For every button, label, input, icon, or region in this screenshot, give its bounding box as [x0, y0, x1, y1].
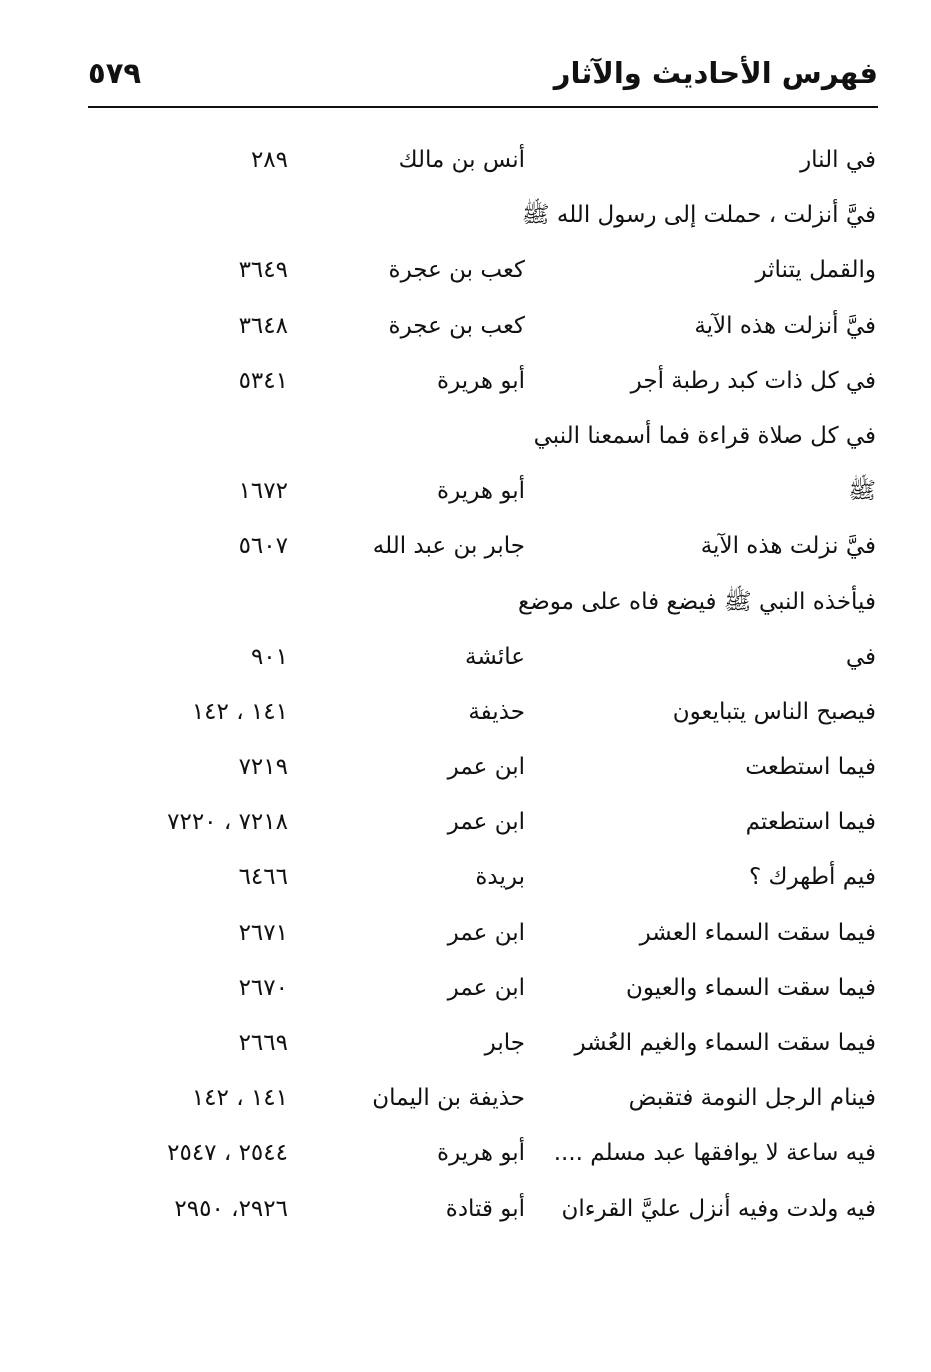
narrator: أبو هريرة — [437, 1140, 525, 1167]
narrator: حذيفة بن اليمان — [372, 1085, 525, 1112]
hadith-number: ٣٦٤٨ — [238, 312, 288, 339]
hadith-number: ٢٦٦٩ — [238, 1030, 288, 1056]
hadith-number: ٩٠١ — [250, 643, 288, 670]
hadith-number: ٣٦٤٩ — [238, 257, 288, 284]
narrator: جابر — [484, 1030, 525, 1056]
index-entry — [0, 300, 931, 355]
index-entry — [0, 962, 931, 1017]
narrator: ابن عمر — [447, 974, 525, 1001]
hadith-text: والقمل يتناثر — [755, 257, 876, 284]
index-entry — [0, 741, 931, 796]
narrator: كعب بن عجرة — [388, 257, 525, 284]
hadith-number: ٢٨٩ — [250, 147, 288, 173]
hadith-text: فيه ساعة لا يوافقها عبد مسلم .... — [553, 1140, 876, 1167]
narrator: ابن عمر — [447, 754, 525, 781]
narrator: بريدة — [475, 864, 525, 891]
narrator: أنس بن مالك — [398, 147, 525, 173]
hadith-number: ٢٦٧١ — [238, 919, 288, 946]
page-title: فهرس الأحاديث والآثار — [553, 56, 878, 90]
index-entry — [0, 410, 931, 465]
index-entry — [0, 134, 931, 189]
hadith-text: فيصبح الناس يتبايعون — [672, 698, 876, 725]
narrator: أبو هريرة — [437, 367, 525, 394]
hadith-number: ٦٤٦٦ — [238, 864, 288, 891]
index-entry — [0, 796, 931, 851]
index-entry — [0, 576, 931, 631]
index-entry — [0, 686, 931, 741]
hadith-text: فيَّ نزلت هذه الآية — [700, 533, 876, 560]
narrator: ابن عمر — [447, 809, 525, 836]
hadith-number: ٢٦٧٠ — [238, 974, 288, 1001]
hadith-number: ٧٢١٨ ، ٧٢٢٠ — [167, 809, 288, 836]
index-entry — [0, 907, 931, 962]
page-header — [88, 52, 878, 102]
hadith-text: فيما استطعتم — [745, 809, 876, 836]
hadith-index-list — [0, 134, 931, 1238]
hadith-text: فينام الرجل النومة فتقبض — [628, 1085, 876, 1112]
narrator: ابن عمر — [447, 919, 525, 946]
header-rule — [88, 106, 878, 108]
index-entry — [0, 189, 931, 244]
hadith-text: فيَّ أنزلت هذه الآية — [694, 312, 876, 339]
hadith-number: ١٦٧٢ — [238, 478, 288, 505]
hadith-text: فيأخذه النبي ﷺ فيضع فاه على موضع — [517, 588, 876, 615]
hadith-number: ١٤١ ، ١٤٢ — [191, 1085, 288, 1112]
hadith-text: فيه ولدت وفيه أنزل عليَّ القرءان — [561, 1195, 876, 1222]
hadith-text: فيَّ أنزلت ، حملت إلى رسول الله ﷺ — [521, 202, 876, 229]
narrator: أبو قتادة — [445, 1195, 525, 1222]
hadith-number: ٥٦٠٧ — [238, 533, 288, 560]
index-entry — [0, 1017, 931, 1072]
index-entry — [0, 1072, 931, 1127]
hadith-number: ١٤١ ، ١٤٢ — [191, 698, 288, 725]
narrator: حذيفة — [468, 698, 525, 725]
hadith-text: فيما استطعت — [745, 754, 876, 781]
page-number: ٥٧٩ — [88, 56, 142, 90]
index-entry — [0, 1127, 931, 1182]
hadith-number: ٧٢١٩ — [238, 754, 288, 781]
narrator: كعب بن عجرة — [388, 312, 525, 339]
index-entry — [0, 465, 931, 520]
index-entry — [0, 631, 931, 686]
hadith-text: فيما سقت السماء العشر — [639, 919, 876, 946]
index-entry — [0, 355, 931, 410]
index-entry — [0, 851, 931, 906]
narrator: عائشة — [465, 643, 525, 670]
hadith-text: فيم أطهرك ؟ — [748, 864, 876, 891]
index-entry — [0, 520, 931, 575]
hadith-text: في — [845, 643, 876, 670]
hadith-text: فيما سقت السماء والعيون — [625, 974, 876, 1001]
hadith-text: ﷺ — [848, 478, 876, 505]
index-entry — [0, 1183, 931, 1238]
hadith-text: في النار — [800, 147, 876, 173]
hadith-number: ٥٣٤١ — [238, 367, 288, 394]
hadith-text: فيما سقت السماء والغيم العُشر — [574, 1030, 876, 1056]
hadith-number: ٢٥٤٤ ، ٢٥٤٧ — [167, 1140, 288, 1167]
narrator: أبو هريرة — [437, 478, 525, 505]
index-entry — [0, 244, 931, 299]
hadith-text: في كل صلاة قراءة فما أسمعنا النبي — [533, 422, 876, 449]
hadith-text: في كل ذات كبد رطبة أجر — [630, 367, 876, 394]
narrator: جابر بن عبد الله — [372, 533, 525, 560]
hadith-number: ٢٩٢٦، ٢٩٥٠ — [174, 1195, 288, 1222]
